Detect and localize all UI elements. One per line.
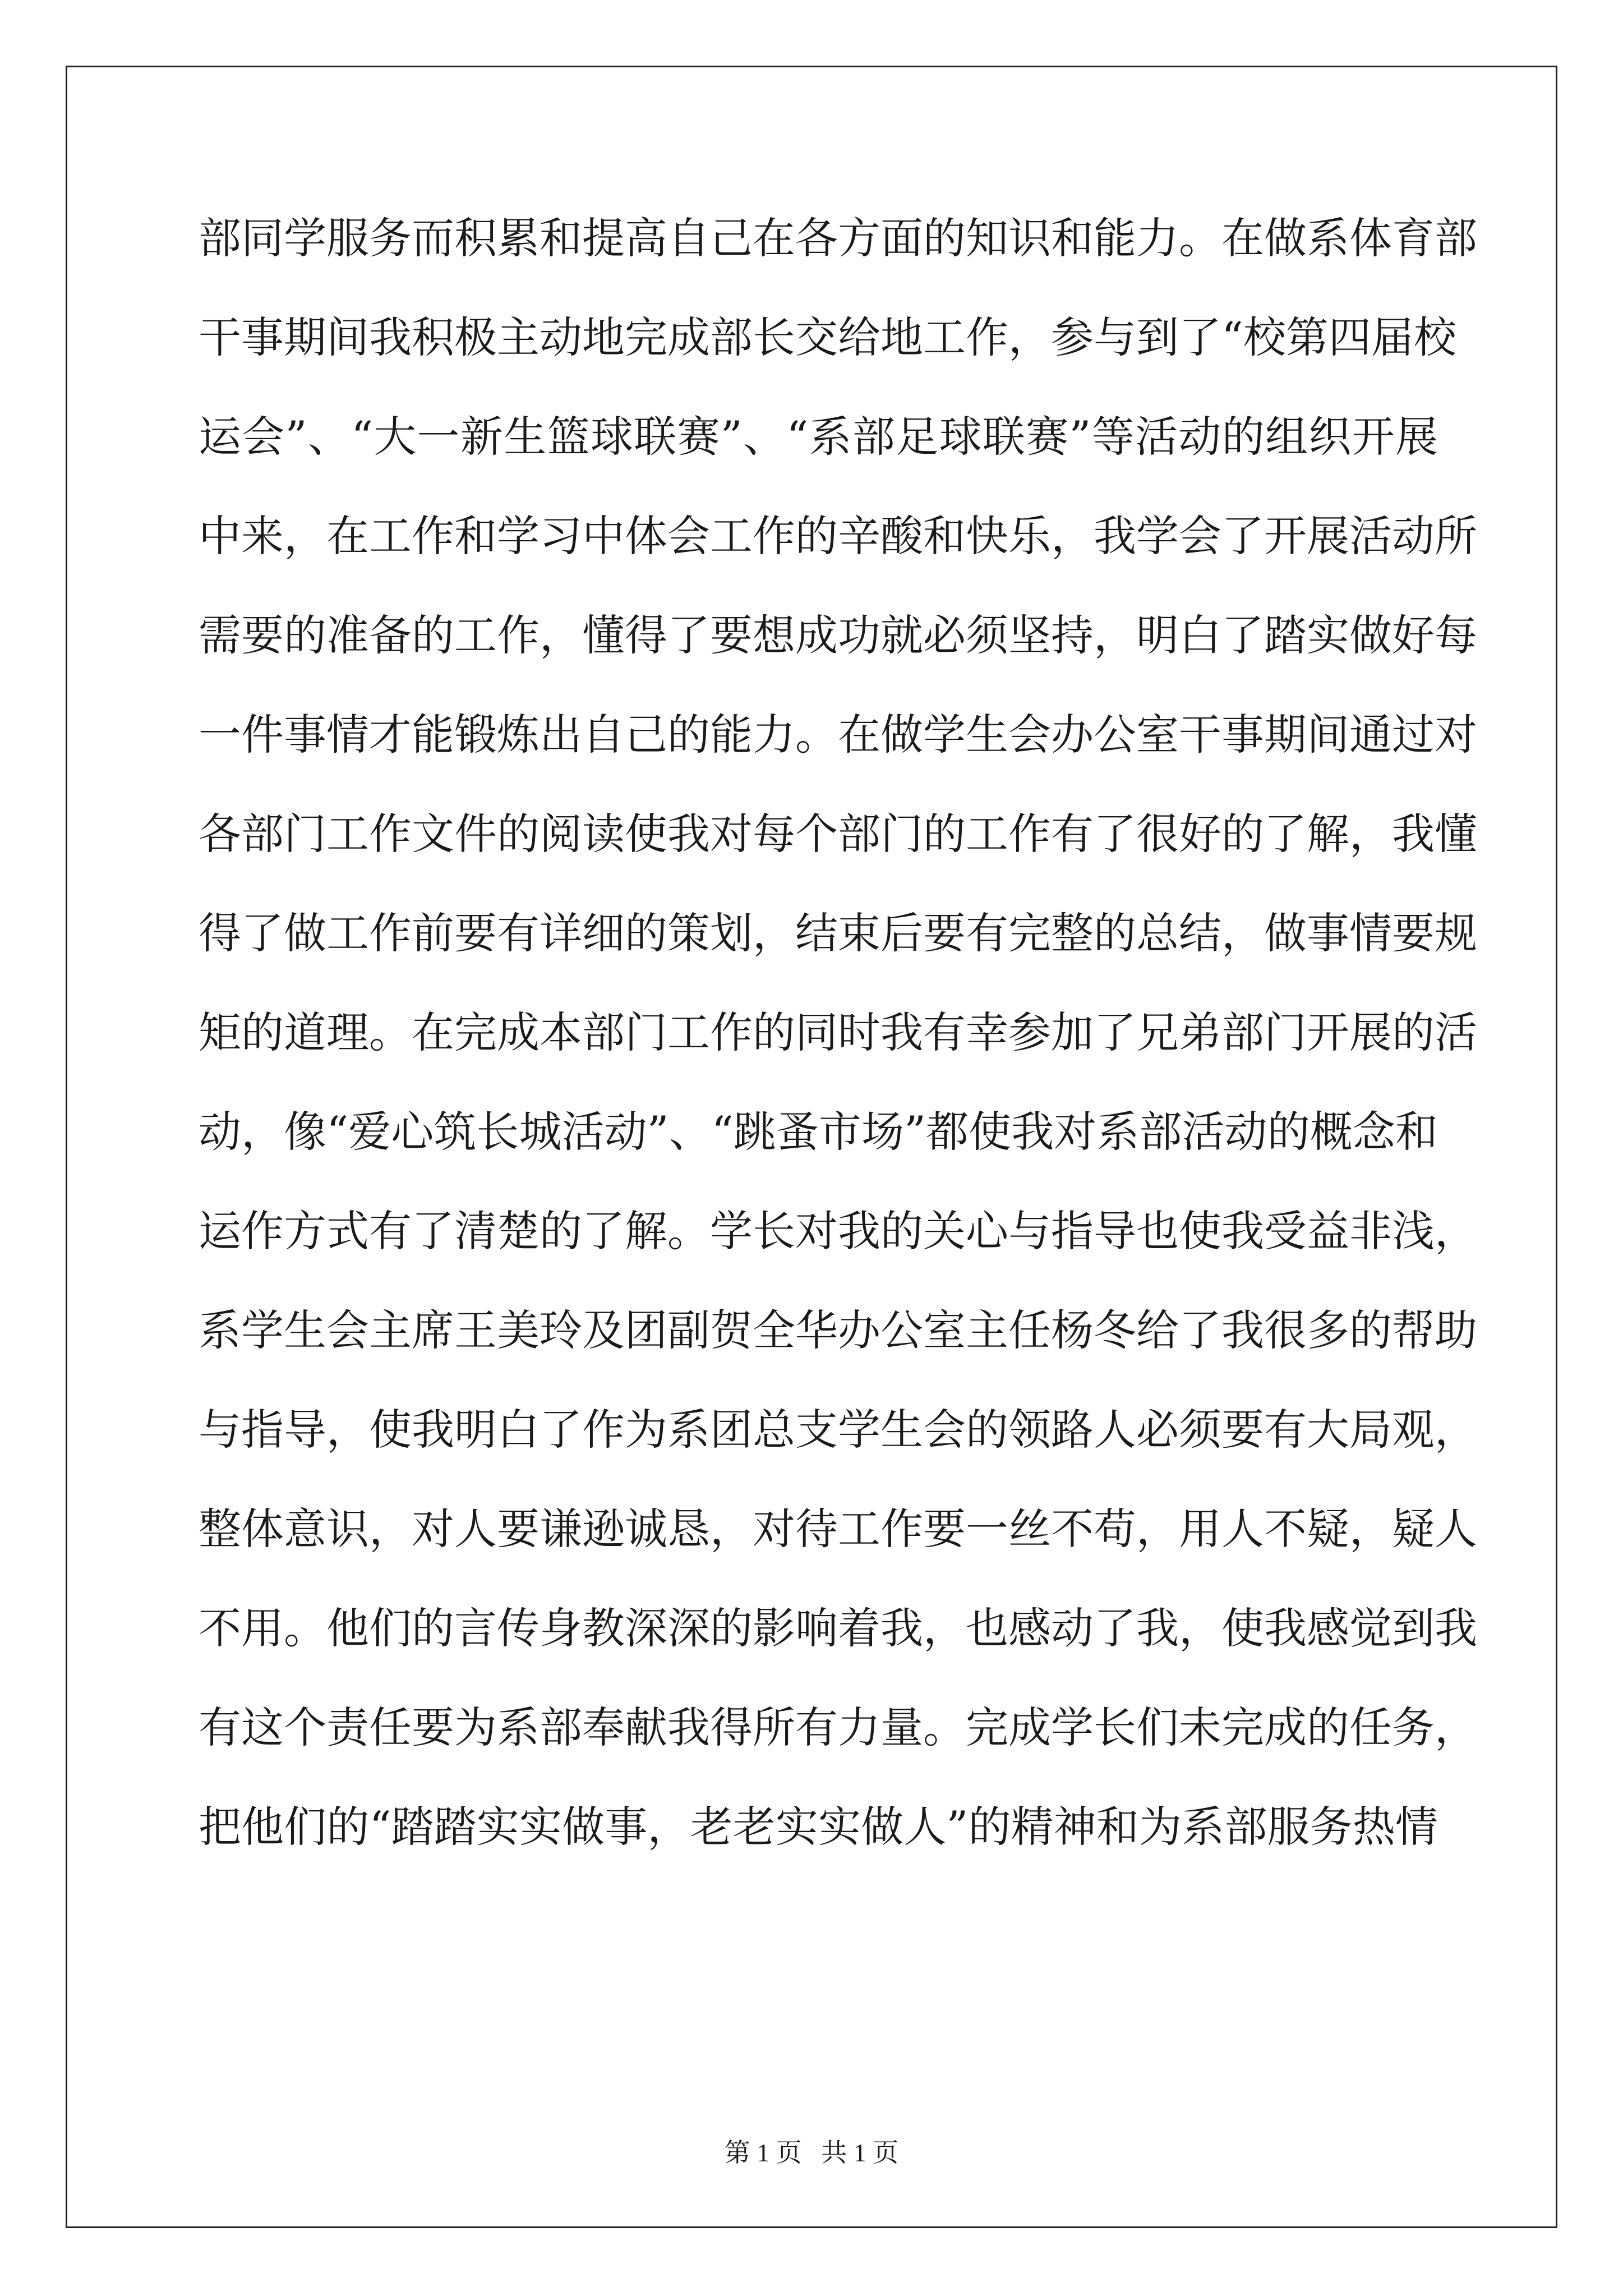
text-line: 动，像“爱心筑长城活动”、“跳蚤市场”都使我对系部活动的概念和 — [199, 1107, 1438, 1157]
document-body — [199, 205, 1477, 1893]
text-line: 不用。他们的言传身教深深的影响着我，也感动了我，使我感觉到我 — [199, 1603, 1477, 1653]
text-line: 运会”、“大一新生篮球联赛”、“系部足球联赛”等活动的组织开展 — [199, 412, 1438, 462]
text-line: 运作方式有了清楚的了解。学长对我的关心与指导也使我受益非浅， — [199, 1206, 1477, 1256]
text-line: 有这个责任要为系部奉献我得所有力量。完成学长们未完成的任务， — [199, 1703, 1477, 1752]
text-line: 把他们的“踏踏实实做事，老老实实做人”的精神和为系部服务热情 — [199, 1802, 1438, 1852]
text-line: 矩的道理。在完成本部门工作的同时我有幸参加了兄弟部门开展的活 — [199, 1007, 1477, 1057]
text-line: 中来，在工作和学习中体会工作的辛酸和快乐，我学会了开展活动所 — [199, 511, 1477, 561]
text-line: 系学生会主席王美玲及团副贺全华办公室主任杨冬给了我很多的帮助 — [199, 1305, 1477, 1355]
text-line: 得了做工作前要有详细的策划，结束后要有完整的总结，做事情要规 — [199, 908, 1477, 958]
text-line: 干事期间我积极主动地完成部长交给地工作，参与到了“校第四届校 — [199, 312, 1456, 362]
text-line: 一件事情才能锻炼出自己的能力。在做学生会办公室干事期间通过对 — [199, 710, 1477, 760]
text-line: 整体意识，对人要谦逊诚恳，对待工作要一丝不苟，用人不疑，疑人 — [199, 1504, 1477, 1554]
text-line: 部同学服务而积累和提高自己在各方面的知识和能力。在做系体育部 — [199, 213, 1477, 263]
text-line: 需要的准备的工作，懂得了要想成功就必须坚持，明白了踏实做好每 — [199, 610, 1477, 660]
text-line: 与指导，使我明白了作为系团总支学生会的领路人必须要有大局观， — [199, 1405, 1477, 1455]
text-line: 各部门工作文件的阅读使我对每个部门的工作有了很好的了解，我懂 — [199, 809, 1477, 859]
page-number-footer: 第 1 页 共 1 页 — [724, 2138, 899, 2167]
